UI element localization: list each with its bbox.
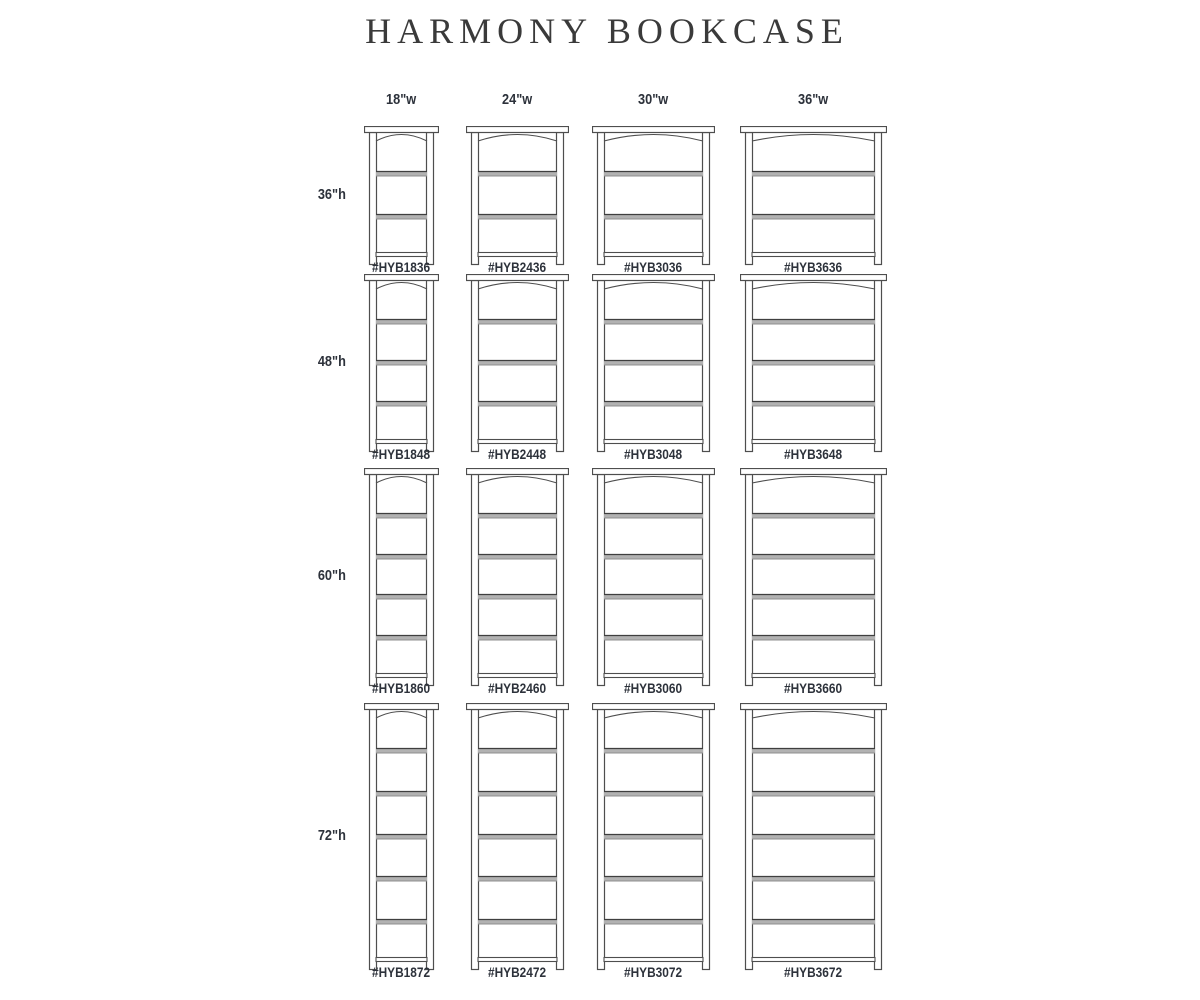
left-post (598, 475, 605, 686)
right-post (703, 710, 710, 970)
bottom-shelf (478, 440, 557, 444)
model-number-text: #HYB1872 (371, 965, 431, 980)
right-post (703, 281, 710, 452)
right-post (703, 133, 710, 265)
model-number-text: #HYB3072 (623, 965, 683, 980)
bookcase-drawing (740, 126, 887, 266)
top-board (365, 469, 439, 475)
bookcase-cell (364, 703, 439, 971)
model-number-label (753, 966, 873, 980)
model-number-label (593, 966, 713, 980)
model-number-text: #HYB2472 (487, 965, 547, 980)
bottom-shelf (752, 440, 875, 444)
right-post (427, 281, 434, 452)
column-header-width (753, 92, 873, 108)
model-number-text: #HYB1836 (371, 260, 431, 275)
row-header-label: 36"h (317, 187, 346, 203)
column-header-label: 36"w (797, 92, 829, 108)
right-post (875, 710, 882, 970)
left-post (370, 710, 377, 970)
model-number-text: #HYB2460 (487, 681, 547, 696)
column-header-label: 24"w (501, 92, 533, 108)
bookcase-drawing (740, 703, 887, 971)
model-number-text: #HYB1860 (371, 681, 431, 696)
model-number-text: #HYB3048 (623, 447, 683, 462)
right-post (557, 133, 564, 265)
right-post (427, 475, 434, 686)
left-post (472, 133, 479, 265)
left-post (472, 710, 479, 970)
right-post (427, 710, 434, 970)
arch-rail (376, 283, 427, 290)
model-number-text: #HYB1848 (371, 447, 431, 462)
model-number-label (753, 682, 873, 696)
row-header-height (266, 568, 346, 584)
row-header-label: 48"h (317, 354, 346, 370)
bookcase-drawing (466, 468, 569, 687)
arch-rail (478, 712, 557, 719)
top-board (467, 704, 569, 710)
column-header-label: 18"w (385, 92, 417, 108)
top-board (467, 469, 569, 475)
model-number-label (457, 448, 577, 462)
bookcase-drawing (592, 274, 715, 453)
bookcase-cell (466, 703, 569, 971)
bookcase-cell (592, 703, 715, 971)
column-header-width (593, 92, 713, 108)
bookcase-drawing (466, 274, 569, 453)
bottom-shelf (478, 253, 557, 257)
row-header-height (266, 354, 346, 370)
bookcase-cell (592, 274, 715, 453)
row-header-label: 60"h (317, 568, 346, 584)
bookcase-drawing (740, 468, 887, 687)
arch-rail (478, 283, 557, 290)
bottom-shelf (376, 253, 427, 257)
top-board (593, 469, 715, 475)
bookcase-cell (592, 126, 715, 266)
bottom-shelf (478, 674, 557, 678)
model-number-label (341, 682, 461, 696)
left-post (472, 475, 479, 686)
arch-rail (376, 712, 427, 719)
model-number-text: #HYB3036 (623, 260, 683, 275)
top-board (467, 127, 569, 133)
left-post (746, 133, 753, 265)
bookcase-cell (364, 274, 439, 453)
model-number-label (593, 448, 713, 462)
top-board (741, 469, 887, 475)
arch-rail (752, 712, 875, 719)
arch-rail (604, 477, 703, 484)
column-header-width (341, 92, 461, 108)
bookcase-cell (740, 703, 887, 971)
arch-rail (604, 283, 703, 290)
model-number-label (457, 261, 577, 275)
bookcase-drawing (466, 126, 569, 266)
model-number-text: #HYB2436 (487, 260, 547, 275)
bottom-shelf (604, 674, 703, 678)
bottom-shelf (376, 958, 427, 962)
bookcase-cell (740, 274, 887, 453)
bottom-shelf (752, 674, 875, 678)
bookcase-cell (364, 468, 439, 687)
model-number-text: #HYB2448 (487, 447, 547, 462)
bookcase-drawing (740, 274, 887, 453)
arch-rail (376, 135, 427, 142)
left-post (746, 475, 753, 686)
top-board (741, 704, 887, 710)
bottom-shelf (376, 674, 427, 678)
bottom-shelf (752, 253, 875, 257)
arch-rail (752, 135, 875, 142)
model-number-label (753, 448, 873, 462)
arch-rail (376, 477, 427, 484)
page-title: HARMONY BOOKCASE (365, 11, 849, 51)
top-board (365, 275, 439, 281)
right-post (557, 710, 564, 970)
bookcase-drawing (364, 274, 439, 453)
top-board (741, 127, 887, 133)
right-post (875, 133, 882, 265)
top-board (365, 704, 439, 710)
left-post (370, 281, 377, 452)
bookcase-cell (466, 274, 569, 453)
model-number-label (593, 682, 713, 696)
arch-rail (752, 283, 875, 290)
left-post (598, 281, 605, 452)
bottom-shelf (376, 440, 427, 444)
bookcase-cell (364, 126, 439, 266)
right-post (875, 281, 882, 452)
bookcase-drawing (364, 468, 439, 687)
column-header-width (457, 92, 577, 108)
row-header-height (266, 828, 346, 844)
right-post (703, 475, 710, 686)
model-number-label (457, 966, 577, 980)
right-post (427, 133, 434, 265)
left-post (472, 281, 479, 452)
bottom-shelf (604, 958, 703, 962)
top-board (593, 275, 715, 281)
arch-rail (752, 477, 875, 484)
left-post (370, 475, 377, 686)
bookcase-drawing (592, 468, 715, 687)
top-board (593, 127, 715, 133)
arch-rail (604, 135, 703, 142)
model-number-text: #HYB3636 (783, 260, 843, 275)
left-post (598, 133, 605, 265)
model-number-text: #HYB3060 (623, 681, 683, 696)
model-number-label (341, 966, 461, 980)
arch-rail (478, 135, 557, 142)
model-number-text: #HYB3648 (783, 447, 843, 462)
top-board (365, 127, 439, 133)
model-number-label (457, 682, 577, 696)
bookcase-drawing (592, 126, 715, 266)
bottom-shelf (752, 958, 875, 962)
model-number-text: #HYB3672 (783, 965, 843, 980)
left-post (746, 281, 753, 452)
top-board (741, 275, 887, 281)
left-post (370, 133, 377, 265)
model-number-text: #HYB3660 (783, 681, 843, 696)
top-board (467, 275, 569, 281)
model-number-label (753, 261, 873, 275)
arch-rail (478, 477, 557, 484)
bookcase-drawing (592, 703, 715, 971)
bookcase-cell (466, 468, 569, 687)
bookcase-cell (466, 126, 569, 266)
bottom-shelf (604, 253, 703, 257)
bookcase-drawing (466, 703, 569, 971)
row-header-height (266, 187, 346, 203)
bookcase-drawing (364, 703, 439, 971)
left-post (746, 710, 753, 970)
column-header-label: 30"w (637, 92, 669, 108)
model-number-label (341, 448, 461, 462)
right-post (557, 281, 564, 452)
bottom-shelf (604, 440, 703, 444)
row-header-label: 72"h (317, 828, 346, 844)
right-post (557, 475, 564, 686)
bookcase-drawing (364, 126, 439, 266)
arch-rail (604, 712, 703, 719)
bookcase-cell (592, 468, 715, 687)
top-board (593, 704, 715, 710)
left-post (598, 710, 605, 970)
bottom-shelf (478, 958, 557, 962)
model-number-label (593, 261, 713, 275)
bookcase-cell (740, 126, 887, 266)
model-number-label (341, 261, 461, 275)
right-post (875, 475, 882, 686)
bookcase-cell (740, 468, 887, 687)
